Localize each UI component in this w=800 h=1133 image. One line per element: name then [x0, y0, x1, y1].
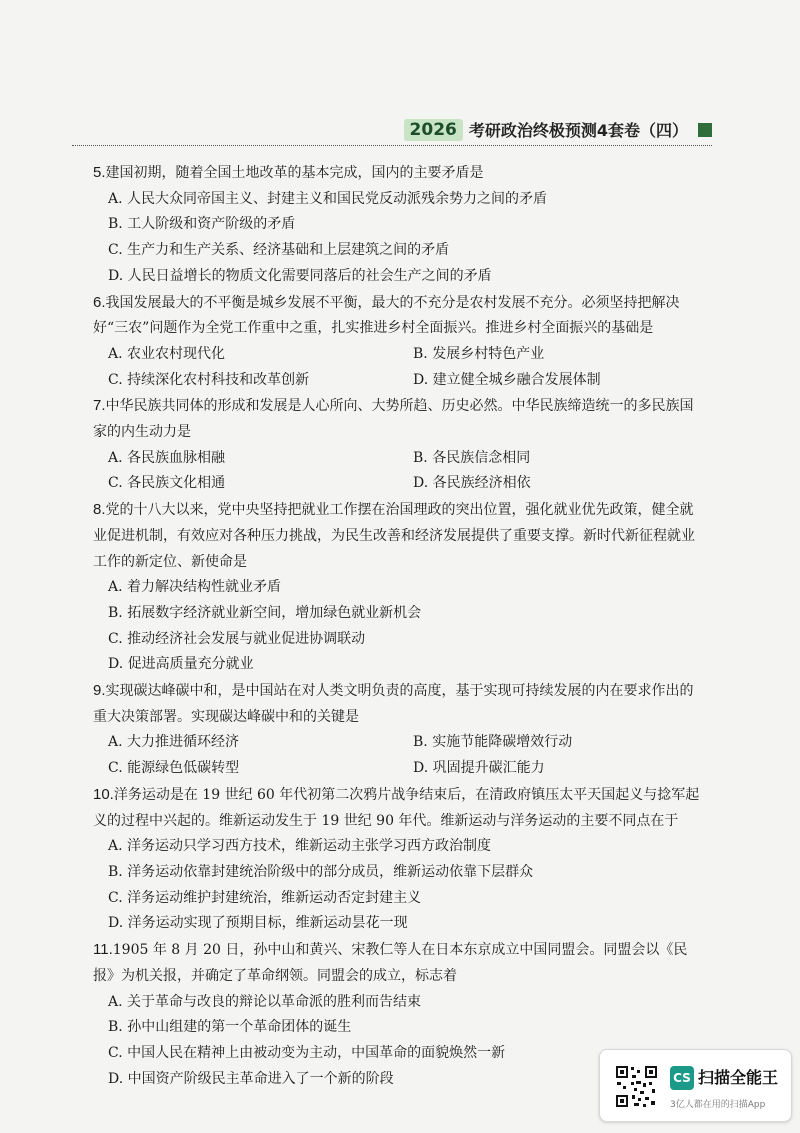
option-list	[93, 575, 703, 678]
option-row	[93, 342, 703, 368]
question-8	[93, 497, 703, 678]
option-b: B. 拓展数字经济就业新空间，增加绿色就业新机会	[108, 604, 422, 621]
option-list	[93, 446, 703, 497]
option-row	[93, 446, 703, 472]
option-d: D. 中国资产阶级民主革命进入了一个新的阶段	[108, 1070, 394, 1087]
question-stem	[93, 290, 703, 342]
camscanner-watermark[interactable]	[599, 1049, 792, 1122]
option-c: C. 洋务运动维护封建统治，维新运动否定封建主义	[108, 889, 422, 906]
question-9	[93, 678, 703, 782]
option-c: C. 持续深化农村科技和改革创新	[108, 371, 310, 388]
camscanner-tagline: 3亿人都在用的扫描App	[670, 1100, 766, 1110]
option-b: B. 实施节能降碳增效行动	[413, 734, 573, 751]
question-number: 6.	[93, 293, 106, 311]
question-text: 党的十八大以来，党中央坚持把就业工作摆在治国理政的突出位置，强化就业优先政策，健全就业促进机制，有效应对各种压力挑战，为民生改善和经济发展提供了重要支撑。新时代新征程就业工作的新定位、新使命是	[93, 502, 695, 570]
option-row	[93, 471, 703, 497]
option-a: A. 关于革命与改良的辩论以革命派的胜利而告结束	[108, 993, 422, 1010]
question-stem	[93, 782, 703, 834]
option-d: D. 洋务运动实现了预期目标，维新运动昙花一现	[108, 915, 408, 932]
question-number: 8.	[93, 501, 106, 519]
option-row	[93, 368, 703, 394]
option-b: B. 各民族信念相同	[413, 449, 531, 466]
option-row	[93, 756, 703, 782]
question-text: 1905 年 8 月 20 日，孙中山和黄兴、宋教仁等人在日本东京成立中国同盟会。同盟会以《民报》为机关报，并确定了革命纲领。同盟会的成立，标志着	[93, 942, 688, 984]
option-a: A. 大力推进循环经济	[108, 734, 240, 751]
option-c: C. 各民族文化相通	[108, 475, 226, 492]
question-list	[93, 160, 703, 1092]
option-c: C. 生产力和生产关系、经济基础和上层建筑之间的矛盾	[108, 242, 450, 259]
question-stem	[93, 497, 703, 575]
option-d: D. 促进高质量充分就业	[108, 656, 254, 673]
option-b: B. 孙中山组建的第一个革命团体的诞生	[108, 1019, 352, 1036]
option-row	[93, 730, 703, 756]
option-d: D. 建立健全城乡融合发展体制	[413, 371, 601, 388]
option-a: A. 人民大众同帝国主义、封建主义和国民党反动派残余势力之间的矛盾	[108, 190, 548, 207]
option-list	[93, 730, 703, 781]
question-5	[93, 160, 703, 290]
question-stem	[93, 678, 703, 730]
question-stem	[93, 160, 703, 187]
option-b: B. 工人阶级和资产阶级的矛盾	[108, 216, 296, 233]
year-badge: 2026	[404, 119, 463, 141]
header-title-row	[404, 118, 712, 141]
header-square-icon	[698, 123, 712, 137]
qr-code-icon	[614, 1064, 659, 1109]
question-6	[93, 290, 703, 394]
header-title: 考研政治终极预测4套卷（四）	[468, 121, 688, 140]
question-number: 10.	[93, 785, 114, 803]
header-divider	[72, 145, 712, 146]
option-d: D. 各民族经济相依	[413, 475, 531, 492]
question-text: 实现碳达峰碳中和，是中国站在对人类文明负责的高度，基于实现可持续发展的内在要求作出的重大决策部署。实现碳达峰碳中和的关键是	[93, 683, 694, 725]
question-stem	[93, 937, 703, 989]
option-c: C. 能源绿色低碳转型	[108, 760, 240, 777]
option-c: C. 中国人民在精神上由被动变为主动，中国革命的面貌焕然一新	[108, 1044, 506, 1061]
option-d: D. 巩固提升碳汇能力	[413, 760, 545, 777]
question-text: 洋务运动是在 19 世纪 60 年代初第二次鸦片战争结束后，在清政府镇压太平天国起义与捻军起义的过程中兴起的。维新运动发生于 19 世纪 90 年代。维新运动与洋务运动的主要不同点在于	[93, 786, 700, 829]
option-d: D. 人民日益增长的物质文化需要同落后的社会生产之间的矛盾	[108, 267, 492, 284]
option-a: A. 农业农村现代化	[108, 345, 226, 362]
question-number: 7.	[93, 397, 106, 415]
option-list	[93, 342, 703, 393]
option-a: A. 洋务运动只学习西方技术，维新运动主张学习西方政治制度	[108, 838, 492, 855]
question-10	[93, 782, 703, 937]
option-list	[93, 834, 703, 937]
option-b: B. 洋务运动依靠封建统治阶级中的部分成员，维新运动依靠下层群众	[108, 863, 534, 880]
question-stem	[93, 393, 703, 445]
question-number: 5.	[93, 164, 106, 181]
question-7	[93, 393, 703, 497]
question-text: 建国初期，随着全国土地改革的基本完成，国内的主要矛盾是	[105, 165, 484, 181]
question-number: 9.	[93, 682, 106, 700]
page-header	[72, 118, 712, 148]
question-text: 中华民族共同体的形成和发展是人心所向、大势所趋、历史必然。中华民族缔造统一的多民族国家的内生动力是	[93, 398, 694, 441]
question-number: 11.	[93, 941, 113, 959]
camscanner-logo-icon: CS	[670, 1066, 694, 1090]
question-text: 我国发展最大的不平衡是城乡发展不平衡，最大的不充分是农村发展不充分。必须坚持把解决好“三农”问题作为全党工作重中之重，扎实推进乡村全面振兴。推进乡村全面振兴的基础是	[93, 294, 680, 337]
option-c: C. 推动经济社会发展与就业促进协调联动	[108, 630, 366, 647]
option-a: A. 着力解决结构性就业矛盾	[108, 579, 282, 596]
camscanner-name: 扫描全能王	[698, 1068, 779, 1087]
option-list	[93, 187, 703, 290]
option-a: A. 各民族血脉相融	[108, 449, 226, 466]
option-b: B. 发展乡村特色产业	[413, 345, 545, 362]
